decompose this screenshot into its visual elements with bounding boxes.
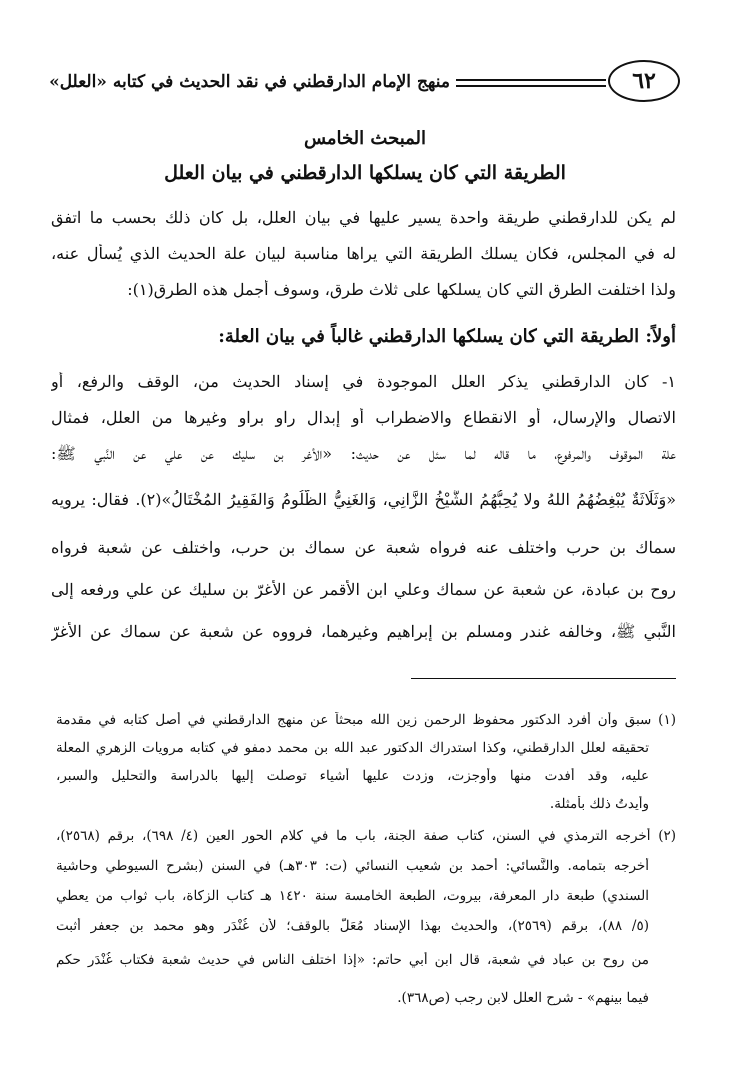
footnote-line: (٢) أخرجه الترمذي في السنن، كتاب صفة الجنة، باب ما في كلام الحور العين (٤/ ٦٩٨)، برقم (٢٥٦٨)، xyxy=(56,828,676,844)
paragraph-line: ١- كان الدارقطني يذكر العلل الموجودة في إسناد الحديث من، الوقف والرفع، أو xyxy=(51,372,676,391)
footnote-line: من روح بن عباد في شعبة، قال ابن أبي حاتم: «إذا اختلف الناس في حديث شعبة فكتاب غُنْدَر حكم xyxy=(56,952,649,968)
footnote-line: (٥/ ٨٨)، برقم (٢٥٦٩)، والحديث بهذا الإسناد مُعَلٌّ بالوقف؛ لأن غُنْدَر وهو محمد بن جعفر أثبت xyxy=(56,918,649,934)
paragraph-line: «وَثَلَاثَةٌ يُبْغِضُهُمُ اللهُ ولا يُحِبُّهُمُ الشَّيْخُ الزَّانِي، وَالغَنِيُّ الظَّلُومُ وَالفَقِيرُ المُخْتَالُ»(٢). فقال: يرويه xyxy=(51,490,676,509)
header-double-rule xyxy=(456,79,606,87)
paragraph-line: الاتصال والإرسال، أو الانقطاع والاضطراب أو إبدال راوٍ براوٍ وغيرها من العلل، فمثال xyxy=(51,408,676,427)
footnote-line: فيما بينهم» - شرح العلل لابن رجب (ص٣٦٨). xyxy=(397,990,649,1006)
section-heading: المبحث الخامس xyxy=(303,128,427,149)
paragraph-line: روح بن عبادة، عن شعبة عن سماك وعلي ابن الأقمر عن الأغرّ بن سليك عن علي ورفعه إلى xyxy=(51,580,676,599)
footnote-line: أخرجه بتمامه. والنَّسائي: أحمد بن شعيب النسائي (ت: ٣٠٣هـ) في السنن (بشرح السيوطي وحاشية xyxy=(56,858,649,874)
paragraph-line: لم يكن للدارقطني طريقة واحدة يسير عليها في بيان العلل، بل كان ذلك بحسب ما اتفق xyxy=(51,208,676,227)
footnote-line: عليه، وقد أفدت منها وأوجزت، وزدت عليها أشياء توصلت إليها بالدراسة والتحليل والسبر، xyxy=(56,768,649,784)
paragraph-line: له في المجلس، فكان يسلك الطريقة التي يراها مناسبة لبيان علة الحديث الذي يُسأل عنه، xyxy=(51,244,676,263)
footnote-divider xyxy=(411,678,676,679)
footnote-line: وأيدتُ ذلك بأمثلة. xyxy=(549,796,649,812)
section-title: الطريقة التي كان يسلكها الدارقطني في بيان العلل xyxy=(164,162,566,184)
footnote-line: السندي) طبعة دار المعرفة، بيروت، الطبعة الخامسة سنة ١٤٢٠ هـ كتاب الزكاة، باب ثواب من يعطي xyxy=(56,888,649,904)
page-header xyxy=(50,58,680,108)
page-number: ٦٢ xyxy=(608,60,680,102)
running-title: منهج الإمام الدارقطني في نقد الحديث في كتابه «العلل» xyxy=(49,72,450,92)
subheading: أولاً: الطريقة التي كان يسلكها الدارقطني غالباً في بيان العلة: xyxy=(218,326,676,347)
paragraph-line: سماك بن حرب واختلف عنه فرواه شعبة عن سماك بن حرب، واختلف عن شعبة فرواه xyxy=(51,538,676,557)
paragraph-line: علة الموقوف والمرفوع، ما قاله لما سئل عن حديث: «الأغر بن سليك عن علي عن النَّبي ﷺ: xyxy=(51,444,676,463)
paragraph-line: النَّبي ﷺ، وخالفه غندر ومسلم بن إبراهيم وغيرهما، فرووه عن شعبة عن سماك عن الأغرّ xyxy=(51,622,676,641)
footnote-line: (١) سبق وأن أفرد الدكتور محفوظ الرحمن زين الله مبحثاً عن منهج الدارقطني في أصل كتابه في مقدمة xyxy=(56,712,676,728)
paragraph-line: ولذا اختلفت الطرق التي كان يسلكها على ثلاث طرق، وسوف أجمل هذه الطرق(١): xyxy=(127,280,676,299)
footnote-line: تحقيقه لعلل الدارقطني، وكذا استدراك الدكتور عبد الله بن محمد دمفو في كتابه مرويات الزهري المعلة xyxy=(56,740,649,756)
